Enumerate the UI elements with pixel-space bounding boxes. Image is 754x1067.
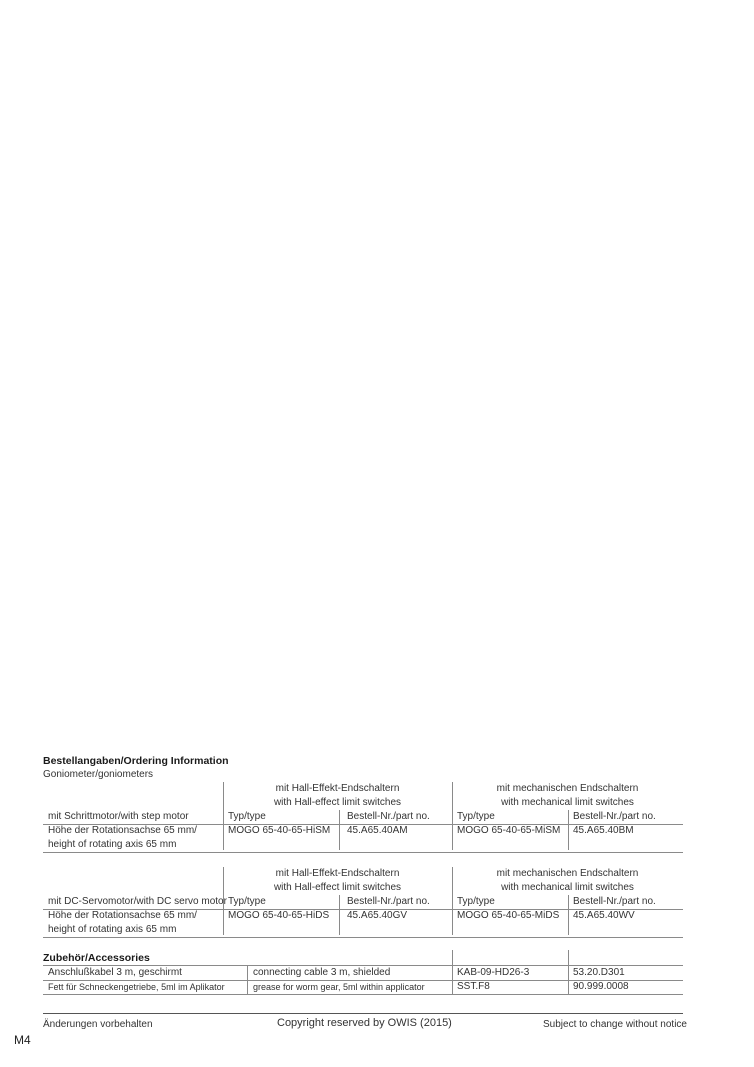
mech-type: MOGO 65-40-65-MiDS [457,910,560,921]
divider [568,950,569,966]
col-part: Bestell-Nr./part no. [347,896,430,907]
hall-header-de: mit Hall-Effekt-Endschaltern [275,783,400,794]
footer-copyright: Copyright reserved by OWIS (2015) [277,1017,452,1029]
axis-height-desc: height of rotating axis 65 mm [48,839,177,850]
hall-header-en: with Hall-effect limit switches [273,797,402,808]
hall-type: MOGO 65-40-65-HiDS [228,910,330,921]
mech-type: MOGO 65-40-65-MiSM [457,825,561,836]
mech-part: 45.A65.40BM [573,825,634,836]
section-subtitle: Goniometer/goniometers [43,769,154,780]
section-title: Bestellangaben/Ordering Information [43,755,229,767]
hall-header-en: with Hall-effect limit switches [273,882,402,893]
divider [43,937,683,938]
table-row [43,980,683,994]
ordering-table-step-motor [43,782,683,854]
axis-height-desc: Höhe der Rotationsachse 65 mm/ [48,910,197,921]
acc-desc-de: Anschlußkabel 3 m, geschirmt [48,967,182,978]
motor-label: mit DC-Servomotor/with DC servo motor [48,896,227,907]
hall-header-de: mit Hall-Effekt-Endschaltern [275,868,400,879]
mech-header-de: mit mechanischen Endschaltern [496,868,639,879]
col-part: Bestell-Nr./part no. [573,896,656,907]
divider [43,852,683,853]
divider [452,950,453,966]
axis-height-desc: height of rotating axis 65 mm [48,924,177,935]
accessories-table [43,950,683,996]
col-type: Typ/type [228,896,266,907]
footer-divider [43,1013,683,1014]
hall-part: 45.A65.40AM [347,825,408,836]
col-part: Bestell-Nr./part no. [347,811,430,822]
col-type: Typ/type [457,811,495,822]
acc-part: 53.20.D301 [573,967,625,978]
acc-type: SST.F8 [457,981,490,992]
page-number: M4 [14,1033,31,1047]
mech-part: 45.A65.40WV [573,910,635,921]
hall-type: MOGO 65-40-65-HiSM [228,825,331,836]
table-row [43,966,683,980]
col-part: Bestell-Nr./part no. [573,811,656,822]
mech-header-en: with mechanical limit switches [501,882,634,893]
acc-type: KAB-09-HD26-3 [457,967,530,978]
divider [43,994,683,995]
acc-desc-en: connecting cable 3 m, shielded [253,967,391,978]
acc-part: 90.999.0008 [573,981,629,992]
axis-height-desc: Höhe der Rotationsachse 65 mm/ [48,825,197,836]
footer-notice-de: Änderungen vorbehalten [43,1019,153,1030]
col-type: Typ/type [228,811,266,822]
ordering-table-dc-servo [43,867,683,939]
mech-header-en: with mechanical limit switches [501,797,634,808]
acc-desc-de: Fett für Schneckengetriebe, 5ml im Aplikator [48,982,225,992]
mech-header-de: mit mechanischen Endschaltern [496,783,639,794]
acc-desc-en: grease for worm gear, 5ml within applicator [253,982,425,992]
accessories-title: Zubehör/Accessories [43,952,150,964]
col-type: Typ/type [457,896,495,907]
motor-label: mit Schrittmotor/with step motor [48,811,189,822]
footer-notice-en: Subject to change without notice [543,1019,687,1030]
hall-part: 45.A65.40GV [347,910,408,921]
